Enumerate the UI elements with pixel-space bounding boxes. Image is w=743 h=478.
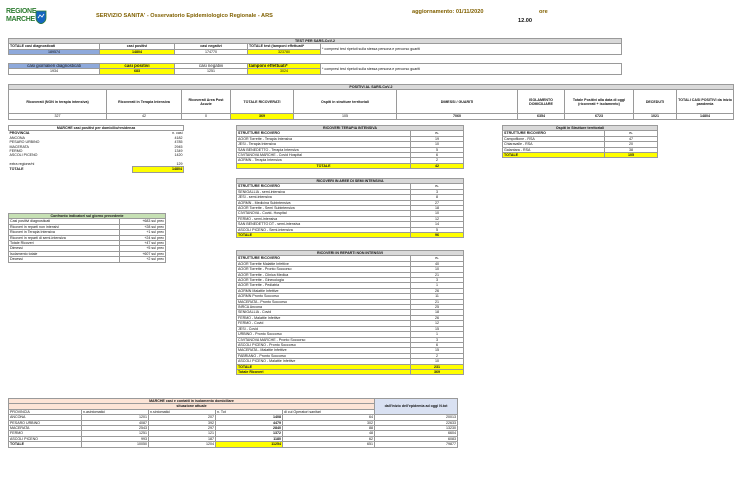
table-cell: 3 [411,337,464,342]
table-cell: 10050 [82,442,149,447]
table-cell: Totale Ricoveri [9,241,120,246]
table-cell: SENIGALLIA - Covid [237,310,411,315]
table-cell: TOTALE [237,163,411,168]
table-cell: 11 [411,294,464,299]
positivi-h-7: Totale Positivi alla data di oggi (ricoverati + isolamento) [565,90,634,114]
table-cell: SENIGALLIA - semi-intensiva [237,189,411,194]
table-cell: 96 [411,233,464,238]
positivi-h-2: Ricoverati Area Post Acuzie [182,90,231,114]
terr-total-row [503,153,658,158]
terapia-intensiva-table [236,125,464,169]
tests-negative: 174770 [175,49,248,54]
table-cell: 1349 [174,149,183,154]
table-cell: +47 sul prec [119,241,165,246]
table-cell: 14804 [133,167,184,172]
ti-h-n: n. [411,131,464,136]
tests-note-1: * compresi test ripetuti sulla stessa persona e percorso guariti [321,44,622,55]
semi-intensiva-table [236,178,464,238]
update-date: aggiornamento: 01/11/2020 [412,9,484,15]
non-intensivi-table [236,250,464,375]
provinces-h-name: PROVINCIA [9,131,30,136]
table-cell: 10 [411,359,464,364]
table-cell: 302 [283,420,375,425]
table-cell: 27 [411,200,464,205]
table-cell: ASCOLI PICENO - Malattie Infettive [237,359,411,364]
table-cell: AOOR Torrette - Pronto Soccorso [237,267,411,272]
table-cell: FERMO [9,431,82,436]
table-cell: 18 [411,310,464,315]
table-cell: 38 [605,147,658,152]
table-cell: 22633 [375,420,458,425]
table-cell: extra regione/ni [9,162,35,167]
region-logo [6,8,40,26]
positivi-h-8: DECEDUTI [634,90,677,114]
table-cell: SAN BENEDETTO DT - semi-intensiva [237,222,411,227]
tests-h2: casi positivi [100,44,175,49]
table-cell: CIVITANOVA - Covid- Hospital [237,211,411,216]
table-cell: PESARO URBINO [9,420,82,425]
dom-h-4: di cui Operatori sanitari [283,409,375,414]
table-cell: +607 sul prec [119,251,165,256]
provinces-table [8,125,184,173]
table-cell: TOTALE [237,233,411,238]
table-cell: INRCA Ancona [237,305,411,310]
table-cell: 18 [411,206,464,211]
table-cell: +1 sul prec [119,230,165,235]
table-cell: Ricoveri in Terapia Intensiva [9,230,120,235]
table-cell: Ricoveri in reparti non intensivi [9,224,120,229]
positivi-v-0: 327 [9,114,107,119]
positivi-v-4: 105 [294,114,397,119]
table-cell: AORMN - Terapia Intensiva [237,158,411,163]
tests-table [8,38,622,55]
territoriali-table [502,125,658,158]
table-cell: +5 sul prec [119,246,165,251]
positivi-v-2: 0 [182,114,231,119]
table-cell: Isolamento totale [9,251,120,256]
table-cell: 129 [176,161,183,166]
table-cell: 12 [411,321,464,326]
table-cell: 19 [411,136,464,141]
table-cell: +24 sul prec [119,235,165,240]
table-cell: 6 [411,342,464,347]
table-cell: ASCOLI PICENO - Pronto Soccorso [237,342,411,347]
table-cell: Ricoveri in reparti di semi-intensiva [9,235,120,240]
tests-positive: 14804 [100,49,175,54]
table-cell: 1 [411,332,464,337]
positivi-h-1: Ricoverati in Terapia Intensiva [107,90,182,114]
table-cell: 2945 [174,144,183,149]
positivi-h-0: Ricoverati (NON in terapia intensiva) [9,90,107,114]
provinces-title: MARCHE casi positivi per domicilio/residenza [9,126,184,131]
dom-title-2: situazione attuale [9,404,375,409]
table-cell: 88 [283,426,375,431]
table-cell: 993 [82,436,149,441]
table-cell: 1408 [216,415,283,420]
table-cell: 42 [411,163,464,168]
table-cell: 369 [411,369,464,374]
table-cell: 1204 [149,442,216,447]
terr-h-n: n. [605,131,658,136]
table-cell: AOOR Torrette - Pediatria [237,283,411,288]
table-cell: AOOR Torrette - Terapia Intensiva [237,136,411,141]
table-cell: 5 [411,147,464,152]
table-cell: 10 [411,142,464,147]
table-cell: 4785 [174,140,183,145]
daily-positive: 683 [100,69,175,74]
table-cell: AOOR Torrette Malattie Infettive [237,261,411,266]
table-cell: 21 [411,272,464,277]
table-cell: MACERATA - Pronto Soccorso [237,299,411,304]
table-cell: 3 [411,278,464,283]
daily-h4: tamponi effettuati* [248,64,321,69]
table-cell: 62 [283,436,375,441]
province-total-row [9,167,184,172]
page-title: SERVIZIO SANITA' - Osservatorio Epidemiologico Regionale - ARS [96,13,273,19]
table-cell: 2 [411,158,464,163]
tests-h4: TOTALE test (tamponi effettuati* [248,44,321,49]
table-cell: 1201 [82,415,149,420]
table-cell: 6083 [375,436,458,441]
logo-text-2: MARCHE [6,16,35,23]
positivi-h-6: ISOLAMENTO DOMICILIARE [518,90,565,114]
table-cell: FERMO - Covid [237,321,411,326]
si-h-name: STRUTTURE RICOVERO [237,184,411,189]
table-cell: 6 [411,153,464,158]
tests-note-2: * compresi test ripetuti sulla stessa persona e percorso guariti [321,64,622,75]
table-cell: 4087 [82,420,149,425]
tests-title: TEST PER SARS-CoV-2 [9,39,622,44]
daily-h2: casi positivi [100,64,175,69]
positivi-v-6: 6354 [518,114,565,119]
table-cell: 26 [411,315,464,320]
tests-total-cases: 189574 [9,49,100,54]
daily-tests-table [8,63,622,75]
table-cell: 15 [411,348,464,353]
table-cell: 14 [411,222,464,227]
table-cell: CIVITANOVA MARCHE - Covid Hospital [237,153,411,158]
positivi-v-8: 1021 [634,114,677,119]
ni-h-n: n. [411,256,464,261]
ti-total-row [237,163,464,168]
table-cell: 25 [411,305,464,310]
table-cell: 231 [411,364,464,369]
table-cell: 6604 [375,431,458,436]
si-h-n: n. [411,184,464,189]
table-cell: TOTALE [9,167,24,172]
table-cell: ANCONA [9,135,25,140]
dom-title-1: MARCHE casi e contatti in isolamento domiciliare [9,399,375,404]
daily-negative: 1251 [175,69,248,74]
table-cell: 1180 [216,436,283,441]
terr-h-name: STRUTTURE RICOVERO [503,131,605,136]
update-time: 12.00 [518,18,532,24]
confronto-title: Confronto indicatori sul giorno precedente [9,214,166,219]
positivi-h-3: TOTALE RICOVERATI [231,90,294,114]
table-cell: +28 sul prec [119,224,165,229]
table-cell: 47 [605,136,658,141]
table-cell: ASCOLI PICENO - Semi-intensiva [237,227,411,232]
table-cell: AOOR Torrette - Ginecologia [237,278,411,283]
table-cell: ASCOLI PICENO [9,436,82,441]
table-cell: 64 [283,415,375,420]
table-cell: AORMN Pronto Soccorso [237,294,411,299]
table-cell: 10 [411,267,464,272]
table-cell: 121 [149,431,216,436]
ni-title: RICOVERI IN REPARTI NON INTENSIVI [237,251,464,256]
table-cell: 1251 [82,431,149,436]
table-cell: 40 [411,261,464,266]
table-cell: 2543 [82,426,149,431]
table-cell: 297 [149,426,216,431]
tests-h1: TOTALE casi diagnosticati [9,44,100,49]
positivi-h-5: DIMESSI / GUARITI [397,90,518,114]
positivi-h-9: TOTALI CASI POSITIVI da inizio pandemia [677,90,734,114]
table-cell: 4182 [174,135,183,140]
ti-title: RICOVERI TERAPIA INTENSIVA [237,126,464,131]
table-cell: MACERATA [9,144,29,149]
table-cell: 15 [411,326,464,331]
ni-grand-total-row [237,369,464,374]
table-cell: AOOR Torrette - Semi Subintensiva [237,206,411,211]
ni-h-name: STRUTTURE RICOVERO [237,256,411,261]
table-cell: Totale Ricoveri [237,369,411,374]
table-cell: FERMO [9,149,23,154]
table-cell: 21 [411,299,464,304]
table-cell: MACERATA [9,426,82,431]
table-cell: 11254 [216,442,283,447]
table-cell: 20013 [375,415,458,420]
daily-swabs: 3024 [248,69,321,74]
dom-h-3: n. Tot [216,409,283,414]
update-ore-label: ore [539,9,548,15]
table-cell: 10 [411,211,464,216]
table-cell: FERMO - Malattie Infettive [237,315,411,320]
table-cell: +2 sul prec [119,257,165,262]
table-cell: AORMN - Medicina Subintensiva [237,200,411,205]
dom-h-2: n.sintomatici [149,409,216,414]
table-cell: TOTALE [237,364,411,369]
table-cell: 2840 [216,426,283,431]
si-total-row [237,233,464,238]
table-cell: 8 [411,195,464,200]
table-cell: 5 [411,227,464,232]
table-row [9,114,734,119]
positivi-v-3: 369 [231,114,294,119]
table-cell: AORMN Malattie Infettive [237,288,411,293]
positivi-v-5: 7060 [397,114,518,119]
table-cell: 79877 [375,442,458,447]
table-cell: Galantara - RSA [503,147,605,152]
dom-h-0: PROVINCIA [9,409,82,414]
table-cell: 207 [149,415,216,420]
table-cell: 48 [283,431,375,436]
table-cell: FERMO - semi-intensiva [237,216,411,221]
si-title: RICOVERI IN AREE DI SEMI INTENSIVA [237,179,464,184]
table-cell: SAN BENEDETTO - Terapia Intensiva [237,147,411,152]
positivi-table [8,84,734,120]
table-cell: 4479 [216,420,283,425]
table-cell: Dimessi [9,246,120,251]
terr-title: Ospiti in Strutture territoriali [503,126,658,131]
table-cell: 1420 [174,153,183,158]
positivi-v-9: 14804 [677,114,734,119]
table-cell: Casi positivi diagnosticati [9,219,120,224]
table-cell: MACERATA - Malattie Infettive [237,348,411,353]
table-cell: 187 [149,436,216,441]
table-cell: +683 sul prec [119,219,165,224]
table-cell: 105 [605,153,658,158]
table-cell: FABRIANO - Pronto Soccorso [237,353,411,358]
table-cell: URBINO - Pronto Soccorso [237,332,411,337]
dom-total-row [9,442,458,447]
table-cell: 651 [283,442,375,447]
table-cell: JESI - Covid [237,326,411,331]
confronto-row [9,257,166,262]
ti-h-name: STRUTTURE RICOVERO [237,131,411,136]
table-cell: ASCOLI PICENO [9,153,38,158]
dom-h-1: n.asintomatici [82,409,149,414]
table-cell: PESARO URBINO [9,140,40,145]
tests-total-swabs: 323780 [248,49,321,54]
table-cell: 3 [411,189,464,194]
tests-h3: casi negativi [175,44,248,49]
table-cell: JESI - semi-intensiva [237,195,411,200]
table-cell: Chiaravalle - RSA [503,142,605,147]
table-cell: 392 [149,420,216,425]
table-cell: JESI - Terapia Intensiva [237,142,411,147]
domiciliare-table [8,398,458,448]
table-row [9,90,734,114]
table-cell: TOTALE [9,442,82,447]
table-cell: Decessi [9,257,120,262]
table-cell: 1372 [216,431,283,436]
table-cell: 26 [411,288,464,293]
logo-text-1: REGIONE [6,8,37,15]
table-cell: 12 [411,216,464,221]
confronto-table [8,213,166,263]
table-cell: CIVITANOVA MARCHE - Pronto Soccorso [237,337,411,342]
table-cell: ANCONA [9,415,82,420]
table-cell: 1 [411,283,464,288]
provinces-h-count: n. casi [172,131,183,136]
table-cell: AOOR Torrette - Clinica Medica [237,272,411,277]
positivi-v-7: 6723 [565,114,634,119]
table-cell: TOTALE [503,153,605,158]
table-cell: 13230 [375,426,458,431]
table-cell: 20 [605,142,658,147]
table-cell: 2 [411,353,464,358]
positivi-title: POSITIVI AL SARS-CoV-2 [9,85,734,90]
positivi-v-1: 42 [107,114,182,119]
daily-total: 1934 [9,69,100,74]
daily-h3: casi negativi [175,64,248,69]
table-cell: Campofilone - RSA [503,136,605,141]
daily-h1: casi giornalieri diagnosticati [9,64,100,69]
logo-emblem-icon [35,10,47,24]
dom-right-header: dall'inizio dell'epidemia ad oggi N.tot [375,399,458,415]
positivi-h-4: Ospiti in strutture territoriali [294,90,397,114]
